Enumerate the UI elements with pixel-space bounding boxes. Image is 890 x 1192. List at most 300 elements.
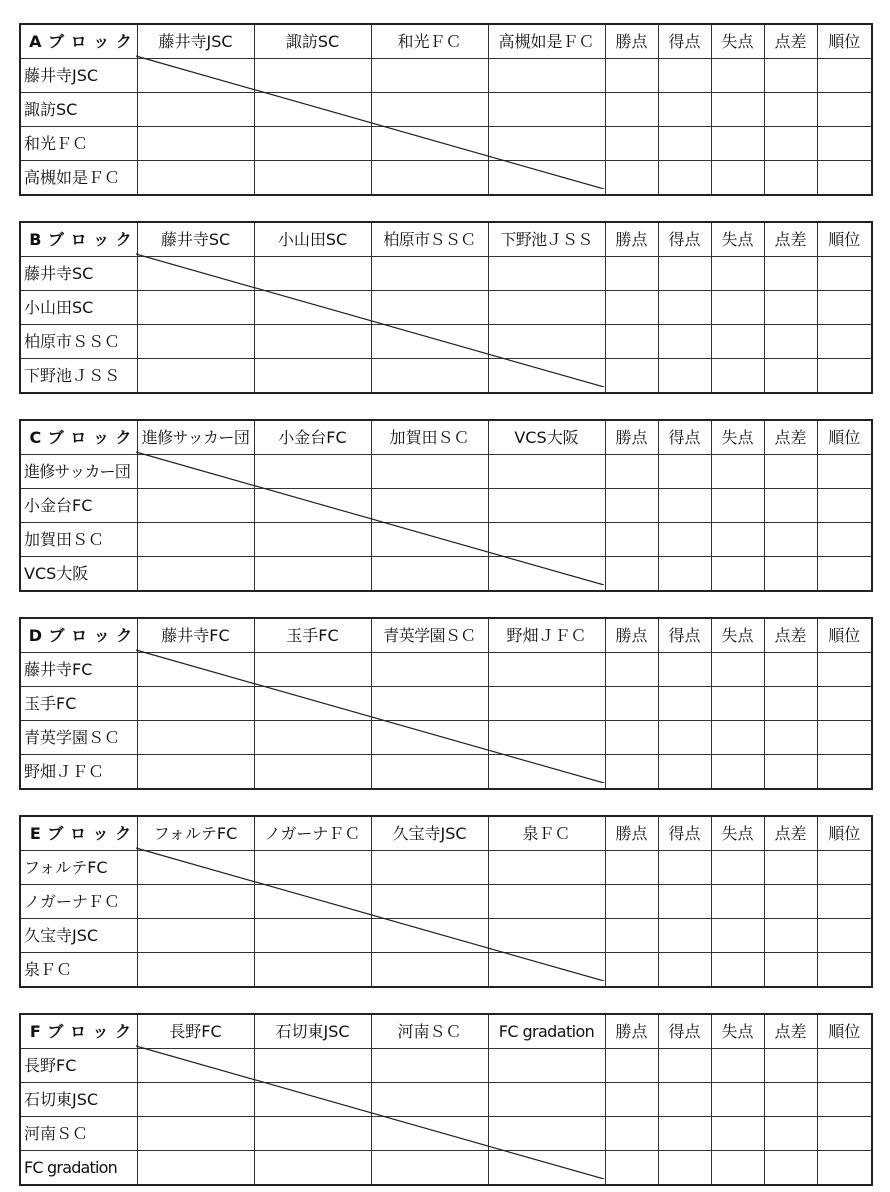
table-row	[20, 1049, 872, 1083]
stat-cell	[817, 291, 872, 325]
column-rank: 順位	[817, 1014, 872, 1049]
stat-cell	[658, 291, 711, 325]
row-team: 久宝寺JSC	[20, 919, 137, 953]
table-row	[20, 851, 872, 885]
result-cell	[371, 1117, 488, 1151]
result-cell	[371, 257, 488, 291]
stat-cell	[605, 885, 658, 919]
column-team: VCS大阪	[488, 420, 605, 455]
result-cell	[254, 851, 371, 885]
stat-cell	[605, 359, 658, 394]
stat-cell	[764, 93, 817, 127]
row-team: 長野FC	[20, 1049, 137, 1083]
result-cell	[488, 161, 605, 196]
stat-cell	[605, 455, 658, 489]
result-cell	[137, 59, 254, 93]
stat-cell	[817, 455, 872, 489]
stat-cell	[711, 721, 764, 755]
result-cell	[137, 127, 254, 161]
result-cell	[488, 1117, 605, 1151]
row-team: 加賀田ＳＣ	[20, 523, 137, 557]
table-row	[20, 1117, 872, 1151]
row-team: フォルテFC	[20, 851, 137, 885]
result-cell	[371, 1083, 488, 1117]
result-cell	[371, 93, 488, 127]
result-cell	[254, 489, 371, 523]
stat-cell	[711, 755, 764, 790]
stat-cell	[764, 1117, 817, 1151]
stat-cell	[764, 359, 817, 394]
stat-cell	[764, 257, 817, 291]
table-row	[20, 885, 872, 919]
league-table-c	[19, 419, 873, 592]
result-cell	[137, 359, 254, 394]
result-cell	[488, 359, 605, 394]
stat-cell	[711, 325, 764, 359]
result-cell	[488, 93, 605, 127]
column-goals-for: 得点	[658, 816, 711, 851]
stat-cell	[817, 687, 872, 721]
stat-cell	[711, 851, 764, 885]
table-row	[20, 1151, 872, 1186]
column-goals-for: 得点	[658, 618, 711, 653]
stat-cell	[817, 557, 872, 592]
column-rank: 順位	[817, 420, 872, 455]
result-cell	[488, 557, 605, 592]
result-cell	[137, 1083, 254, 1117]
stat-cell	[658, 1117, 711, 1151]
result-cell	[488, 755, 605, 790]
block-label: C ブ ロ ッ ク	[20, 420, 137, 455]
stat-cell	[658, 851, 711, 885]
stat-cell	[817, 919, 872, 953]
column-team: 久宝寺JSC	[371, 816, 488, 851]
stat-cell	[711, 455, 764, 489]
league-table-d	[19, 617, 873, 790]
stat-cell	[817, 851, 872, 885]
table-row	[20, 291, 872, 325]
row-team: 和光ＦＣ	[20, 127, 137, 161]
stat-cell	[817, 489, 872, 523]
stat-cell	[764, 523, 817, 557]
table-row	[20, 359, 872, 394]
stat-cell	[711, 359, 764, 394]
row-team: 河南ＳＣ	[20, 1117, 137, 1151]
result-cell	[371, 325, 488, 359]
column-goals-for: 得点	[658, 420, 711, 455]
column-goals-against: 失点	[711, 618, 764, 653]
stat-cell	[711, 291, 764, 325]
row-team: 青英学園ＳＣ	[20, 721, 137, 755]
stat-cell	[658, 455, 711, 489]
row-team: FC gradation	[20, 1151, 137, 1186]
table-row	[20, 127, 872, 161]
stat-cell	[605, 557, 658, 592]
block-label: A ブ ロ ッ ク	[20, 24, 137, 59]
result-cell	[371, 523, 488, 557]
column-goals-for: 得点	[658, 222, 711, 257]
stat-cell	[605, 127, 658, 161]
stat-cell	[817, 93, 872, 127]
stat-cell	[605, 489, 658, 523]
column-team: 青英学園ＳＣ	[371, 618, 488, 653]
league-table-e	[19, 815, 873, 988]
result-cell	[371, 755, 488, 790]
column-team: 高槻如是ＦＣ	[488, 24, 605, 59]
block-label: B ブ ロ ッ ク	[20, 222, 137, 257]
result-cell	[371, 953, 488, 988]
column-team: 玉手FC	[254, 618, 371, 653]
stat-cell	[658, 755, 711, 790]
stat-cell	[764, 851, 817, 885]
result-cell	[371, 59, 488, 93]
stat-cell	[817, 953, 872, 988]
stat-cell	[764, 161, 817, 196]
result-cell	[254, 721, 371, 755]
table-row	[20, 653, 872, 687]
result-cell	[488, 127, 605, 161]
column-team: 藤井寺SC	[137, 222, 254, 257]
block-c	[19, 419, 871, 585]
stat-cell	[764, 653, 817, 687]
result-cell	[254, 455, 371, 489]
table-row	[20, 721, 872, 755]
table-row	[20, 257, 872, 291]
result-cell	[254, 257, 371, 291]
stat-cell	[711, 1049, 764, 1083]
column-goal-diff: 点差	[764, 420, 817, 455]
stat-cell	[658, 557, 711, 592]
stat-cell	[711, 919, 764, 953]
stat-cell	[605, 1117, 658, 1151]
stat-cell	[711, 489, 764, 523]
stat-cell	[711, 1083, 764, 1117]
result-cell	[488, 1049, 605, 1083]
stat-cell	[658, 523, 711, 557]
row-team: 柏原市ＳＳＣ	[20, 325, 137, 359]
block-e	[19, 815, 871, 981]
stat-cell	[764, 721, 817, 755]
result-cell	[371, 161, 488, 196]
column-goal-diff: 点差	[764, 24, 817, 59]
stat-cell	[658, 59, 711, 93]
table-row	[20, 59, 872, 93]
stat-cell	[711, 59, 764, 93]
result-cell	[137, 721, 254, 755]
column-goal-diff: 点差	[764, 816, 817, 851]
stat-cell	[817, 755, 872, 790]
stat-cell	[711, 953, 764, 988]
row-team: 泉ＦＣ	[20, 953, 137, 988]
stat-cell	[817, 257, 872, 291]
result-cell	[254, 885, 371, 919]
stat-cell	[764, 127, 817, 161]
block-label: F ブ ロ ッ ク	[20, 1014, 137, 1049]
stat-cell	[764, 755, 817, 790]
row-team: 諏訪SC	[20, 93, 137, 127]
stat-cell	[817, 127, 872, 161]
result-cell	[488, 1083, 605, 1117]
stat-cell	[817, 1083, 872, 1117]
stat-cell	[764, 557, 817, 592]
table-row	[20, 455, 872, 489]
header-row	[20, 24, 872, 59]
row-team: 藤井寺JSC	[20, 59, 137, 93]
column-goal-diff: 点差	[764, 1014, 817, 1049]
result-cell	[488, 489, 605, 523]
result-cell	[488, 325, 605, 359]
stat-cell	[658, 721, 711, 755]
stat-cell	[764, 1151, 817, 1186]
row-team: 高槻如是ＦＣ	[20, 161, 137, 196]
row-team: 石切東JSC	[20, 1083, 137, 1117]
block-f	[19, 1013, 871, 1179]
column-goals-for: 得点	[658, 24, 711, 59]
result-cell	[488, 1151, 605, 1186]
result-cell	[254, 1117, 371, 1151]
result-cell	[371, 359, 488, 394]
row-team: 玉手FC	[20, 687, 137, 721]
stat-cell	[658, 1049, 711, 1083]
stat-cell	[817, 161, 872, 196]
stat-cell	[711, 885, 764, 919]
column-team: ノガーナＦＣ	[254, 816, 371, 851]
result-cell	[137, 489, 254, 523]
stat-cell	[817, 653, 872, 687]
stat-cell	[817, 1049, 872, 1083]
result-cell	[254, 953, 371, 988]
result-cell	[371, 127, 488, 161]
result-cell	[254, 919, 371, 953]
result-cell	[488, 455, 605, 489]
result-cell	[137, 953, 254, 988]
column-rank: 順位	[817, 816, 872, 851]
column-team: 野畑ＪＦＣ	[488, 618, 605, 653]
stat-cell	[658, 127, 711, 161]
league-table-a	[19, 23, 873, 196]
table-row	[20, 557, 872, 592]
result-cell	[137, 687, 254, 721]
stat-cell	[817, 885, 872, 919]
row-team: 藤井寺SC	[20, 257, 137, 291]
stat-cell	[817, 523, 872, 557]
stat-cell	[605, 257, 658, 291]
stat-cell	[764, 953, 817, 988]
result-cell	[371, 291, 488, 325]
block-label: D ブ ロ ッ ク	[20, 618, 137, 653]
result-cell	[137, 291, 254, 325]
column-team: 泉ＦＣ	[488, 816, 605, 851]
result-cell	[488, 59, 605, 93]
stat-cell	[711, 93, 764, 127]
result-cell	[488, 653, 605, 687]
header-row	[20, 420, 872, 455]
result-cell	[254, 523, 371, 557]
stat-cell	[817, 359, 872, 394]
stat-cell	[605, 1151, 658, 1186]
result-cell	[371, 1151, 488, 1186]
row-team: ノガーナＦＣ	[20, 885, 137, 919]
result-cell	[488, 257, 605, 291]
stat-cell	[605, 851, 658, 885]
table-row	[20, 755, 872, 790]
stat-cell	[764, 1049, 817, 1083]
stat-cell	[658, 653, 711, 687]
result-cell	[488, 523, 605, 557]
column-rank: 順位	[817, 222, 872, 257]
result-cell	[254, 291, 371, 325]
stat-cell	[764, 489, 817, 523]
block-b	[19, 221, 871, 387]
result-cell	[371, 1049, 488, 1083]
column-goals-against: 失点	[711, 816, 764, 851]
column-team: 進修サッカー団	[137, 420, 254, 455]
stat-cell	[605, 325, 658, 359]
league-table-b	[19, 221, 873, 394]
result-cell	[137, 557, 254, 592]
stat-cell	[605, 59, 658, 93]
result-cell	[371, 489, 488, 523]
result-cell	[254, 359, 371, 394]
result-cell	[137, 1151, 254, 1186]
result-cell	[371, 653, 488, 687]
stat-cell	[817, 59, 872, 93]
stat-cell	[658, 919, 711, 953]
result-cell	[254, 1151, 371, 1186]
column-team: 加賀田ＳＣ	[371, 420, 488, 455]
column-points: 勝点	[605, 24, 658, 59]
column-team: 河南ＳＣ	[371, 1014, 488, 1049]
result-cell	[137, 93, 254, 127]
column-rank: 順位	[817, 24, 872, 59]
stat-cell	[658, 489, 711, 523]
table-row	[20, 93, 872, 127]
stat-cell	[658, 953, 711, 988]
result-cell	[371, 455, 488, 489]
result-cell	[371, 919, 488, 953]
result-cell	[137, 1049, 254, 1083]
row-team: 小金台FC	[20, 489, 137, 523]
result-cell	[371, 885, 488, 919]
column-goals-for: 得点	[658, 1014, 711, 1049]
table-row	[20, 1083, 872, 1117]
result-cell	[488, 919, 605, 953]
column-team: 諏訪SC	[254, 24, 371, 59]
stat-cell	[711, 1117, 764, 1151]
result-cell	[137, 885, 254, 919]
result-cell	[137, 523, 254, 557]
column-team: 長野FC	[137, 1014, 254, 1049]
result-cell	[137, 161, 254, 196]
column-goals-against: 失点	[711, 1014, 764, 1049]
result-cell	[371, 721, 488, 755]
stat-cell	[658, 359, 711, 394]
column-goals-against: 失点	[711, 24, 764, 59]
stat-cell	[658, 161, 711, 196]
stat-cell	[711, 257, 764, 291]
result-cell	[137, 755, 254, 790]
result-cell	[371, 687, 488, 721]
result-cell	[488, 721, 605, 755]
stat-cell	[817, 721, 872, 755]
stat-cell	[658, 1083, 711, 1117]
result-cell	[137, 325, 254, 359]
table-row	[20, 953, 872, 988]
column-rank: 順位	[817, 618, 872, 653]
column-points: 勝点	[605, 816, 658, 851]
stat-cell	[605, 1083, 658, 1117]
result-cell	[371, 557, 488, 592]
result-cell	[254, 325, 371, 359]
result-cell	[254, 755, 371, 790]
table-row	[20, 489, 872, 523]
stat-cell	[605, 93, 658, 127]
table-row	[20, 161, 872, 196]
stat-cell	[658, 93, 711, 127]
result-cell	[488, 851, 605, 885]
result-cell	[488, 953, 605, 988]
result-cell	[137, 257, 254, 291]
column-team: FC gradation	[488, 1014, 605, 1049]
stat-cell	[605, 721, 658, 755]
stat-cell	[605, 687, 658, 721]
league-table-f	[19, 1013, 873, 1186]
column-team: 藤井寺FC	[137, 618, 254, 653]
stat-cell	[817, 325, 872, 359]
stat-cell	[711, 523, 764, 557]
stat-cell	[764, 291, 817, 325]
stat-cell	[711, 1151, 764, 1186]
result-cell	[488, 687, 605, 721]
column-goal-diff: 点差	[764, 222, 817, 257]
header-row	[20, 618, 872, 653]
header-row	[20, 222, 872, 257]
result-cell	[254, 1049, 371, 1083]
result-cell	[254, 161, 371, 196]
result-cell	[254, 127, 371, 161]
stat-cell	[764, 59, 817, 93]
table-row	[20, 325, 872, 359]
column-team: 小山田SC	[254, 222, 371, 257]
result-cell	[488, 291, 605, 325]
stat-cell	[764, 919, 817, 953]
result-cell	[254, 653, 371, 687]
stat-cell	[711, 161, 764, 196]
stat-cell	[605, 653, 658, 687]
result-cell	[254, 93, 371, 127]
result-cell	[137, 653, 254, 687]
column-team: 下野池ＪＳＳ	[488, 222, 605, 257]
column-points: 勝点	[605, 1014, 658, 1049]
stat-cell	[658, 325, 711, 359]
result-cell	[254, 557, 371, 592]
result-cell	[137, 455, 254, 489]
column-team: 柏原市ＳＳＣ	[371, 222, 488, 257]
result-cell	[254, 687, 371, 721]
stat-cell	[764, 1083, 817, 1117]
stat-cell	[605, 919, 658, 953]
table-row	[20, 523, 872, 557]
stat-cell	[711, 127, 764, 161]
column-points: 勝点	[605, 222, 658, 257]
stat-cell	[658, 885, 711, 919]
column-team: 小金台FC	[254, 420, 371, 455]
row-team: 藤井寺FC	[20, 653, 137, 687]
result-cell	[488, 885, 605, 919]
row-team: 野畑ＪＦＣ	[20, 755, 137, 790]
result-cell	[254, 59, 371, 93]
stat-cell	[817, 1117, 872, 1151]
